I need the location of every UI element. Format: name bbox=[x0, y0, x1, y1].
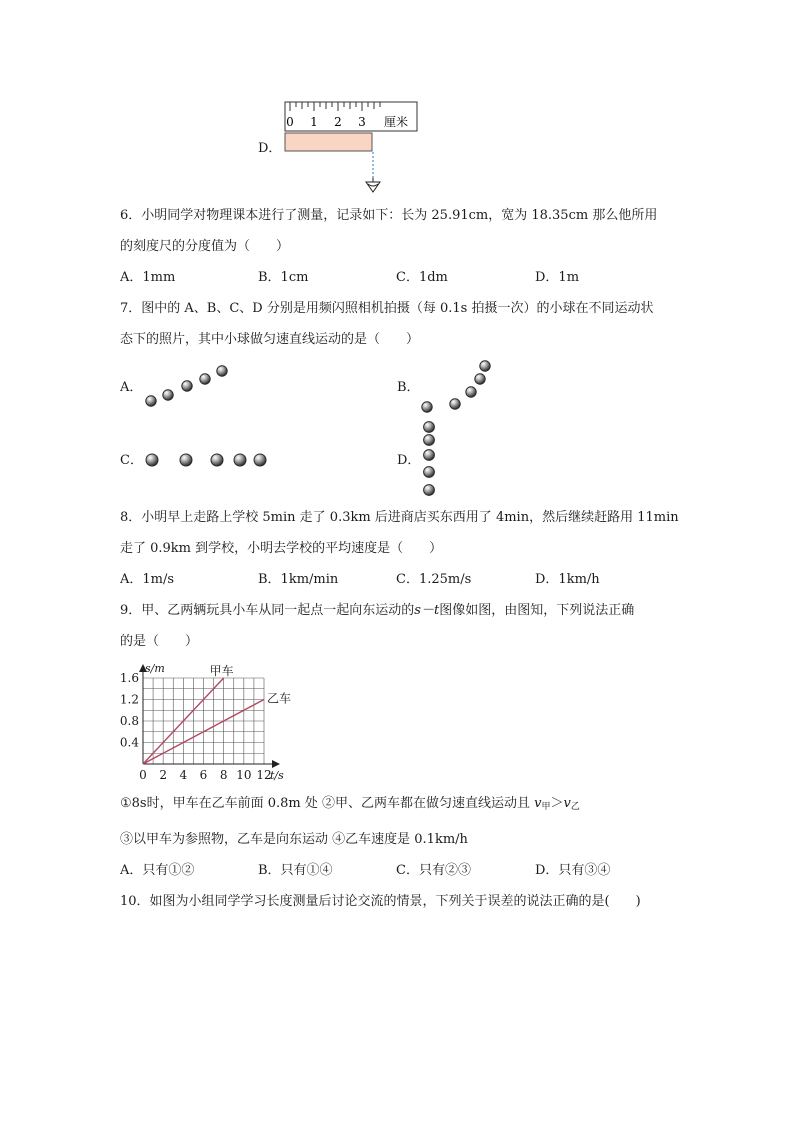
ruler-label-3: 3 bbox=[358, 115, 366, 129]
x-tick-label: 10 bbox=[236, 768, 252, 782]
ruler-figure bbox=[282, 100, 422, 200]
q9-option-a: A．只有①② bbox=[120, 863, 195, 878]
ball bbox=[200, 374, 210, 384]
q7-line1: 7．图中的 A、B、C、D 分别是用频闪照相机拍摄（每 0.1s 拍摄一次）的小球在不同运动状 bbox=[120, 301, 654, 316]
ball bbox=[450, 399, 460, 409]
v-yi: v bbox=[563, 796, 571, 811]
q9-statement1-text: ①8s时，甲车在乙车前面 0.8m 处 ②甲、乙两车都在做匀速直线运动且 bbox=[120, 796, 530, 811]
ball bbox=[234, 454, 246, 466]
measured-block bbox=[285, 133, 372, 151]
q6-option-a: A．1mm bbox=[120, 270, 176, 285]
ball bbox=[424, 450, 435, 461]
q6-option-d: D．1m bbox=[535, 270, 580, 285]
ball bbox=[217, 366, 227, 376]
ruler-label-2: 2 bbox=[334, 115, 342, 129]
v-jia: v bbox=[534, 796, 542, 811]
q7-label-a: A． bbox=[120, 380, 143, 395]
q8-line2: 走了 0.9km 到学校，小明去学校的平均速度是（ ） bbox=[120, 541, 443, 556]
ball bbox=[182, 381, 192, 391]
q6-option-b: B．1cm bbox=[258, 270, 309, 285]
x-tick-label: 6 bbox=[199, 768, 208, 782]
ball bbox=[422, 402, 432, 412]
ball bbox=[180, 454, 192, 466]
q8-option-b: B．1km/min bbox=[258, 572, 339, 587]
eye-icon bbox=[366, 178, 380, 192]
q9-line1-pre: 9．甲、乙两辆玩具小车从同一起点一起向东运动的 bbox=[120, 603, 415, 618]
q6-line1: 6．小明同学对物理课本进行了测量，记录如下：长为 25.91cm，宽为 18.35cm 那么他所用 bbox=[120, 208, 658, 223]
chart-grid bbox=[143, 678, 264, 764]
x-axis-label: t/s bbox=[270, 769, 284, 782]
ball bbox=[475, 374, 485, 384]
ball bbox=[211, 454, 223, 466]
q9-line1 bbox=[120, 603, 634, 619]
q9-math: s－t bbox=[414, 603, 440, 618]
ball bbox=[146, 454, 158, 466]
x-tick-label: 12 bbox=[256, 768, 272, 782]
ball bbox=[424, 485, 435, 496]
ball bbox=[424, 422, 435, 433]
ruler-unit: 厘米 bbox=[383, 115, 409, 129]
q10-line1: 10．如图为小组同学学习长度测量后讨论交流的情景，下列关于误差的说法正确的是( ) bbox=[120, 894, 641, 909]
q6-line2: 的刻度尺的分度值为（ ） bbox=[120, 239, 290, 254]
ball bbox=[424, 435, 435, 446]
q8-option-a: A．1m/s bbox=[120, 572, 175, 587]
q8-option-d: D．1km/h bbox=[535, 572, 600, 587]
v-yi-sub: 乙 bbox=[570, 802, 580, 812]
q8-option-c: C．1.25m/s bbox=[396, 572, 472, 587]
series-label-1: 乙车 bbox=[267, 691, 292, 706]
ruler-label-0: 0 bbox=[286, 115, 294, 129]
series-label-0: 甲车 bbox=[209, 664, 234, 678]
ball bbox=[163, 390, 173, 400]
q7-balls-d bbox=[414, 418, 444, 498]
y-tick-label: 0.8 bbox=[119, 714, 139, 728]
x-tick-label: 2 bbox=[159, 768, 167, 782]
ruler-option-label: D． bbox=[258, 141, 282, 156]
ball bbox=[480, 361, 490, 371]
v-jia-sub: 甲 bbox=[541, 802, 551, 812]
q7-balls-b bbox=[416, 356, 496, 416]
q9-line1-post: 图像如图，由图知，下列说法正确 bbox=[439, 603, 635, 618]
y-tick-label: 1.6 bbox=[119, 671, 139, 685]
ball bbox=[146, 396, 156, 406]
q9-statement2: ③以甲车为参照物，乙车是向东运动 ④乙车速度是 0.1km/h bbox=[120, 832, 468, 847]
ruler-label-1: 1 bbox=[310, 115, 318, 129]
q6-option-c: C．1dm bbox=[396, 270, 448, 285]
x-tick-label: 0 bbox=[139, 768, 147, 782]
q7-balls-a bbox=[140, 362, 240, 412]
q7-line2: 态下的照片，其中小球做匀速直线运动的是（ ） bbox=[120, 332, 420, 347]
q7-label-c: C． bbox=[120, 453, 143, 468]
q9-statement1 bbox=[120, 796, 580, 815]
q7-label-d: D． bbox=[397, 453, 421, 468]
y-axis-label: s/m bbox=[145, 662, 165, 675]
ball bbox=[254, 454, 266, 466]
st-chart bbox=[110, 660, 300, 785]
q7-label-b: B． bbox=[397, 380, 420, 395]
ball bbox=[424, 467, 435, 478]
gt-sign: ＞ bbox=[550, 796, 564, 811]
q9-option-b: B．只有①④ bbox=[258, 863, 333, 878]
q9-option-d: D．只有③④ bbox=[535, 863, 611, 878]
q8-line1: 8．小明早上走路上学校 5min 走了 0.3km 后进商店买东西用了 4min，然后继续赶路用 11min bbox=[120, 510, 679, 525]
y-tick-label: 0.4 bbox=[119, 735, 139, 750]
x-tick-label: 4 bbox=[179, 768, 188, 782]
ball bbox=[466, 387, 476, 397]
y-tick-label: 1.2 bbox=[119, 692, 139, 707]
q7-balls-c bbox=[140, 450, 280, 470]
x-tick-label: 8 bbox=[219, 768, 228, 782]
chart-series bbox=[143, 664, 291, 764]
q9-option-c: C．只有②③ bbox=[396, 863, 471, 878]
q9-line2: 的是（ ） bbox=[120, 634, 199, 649]
